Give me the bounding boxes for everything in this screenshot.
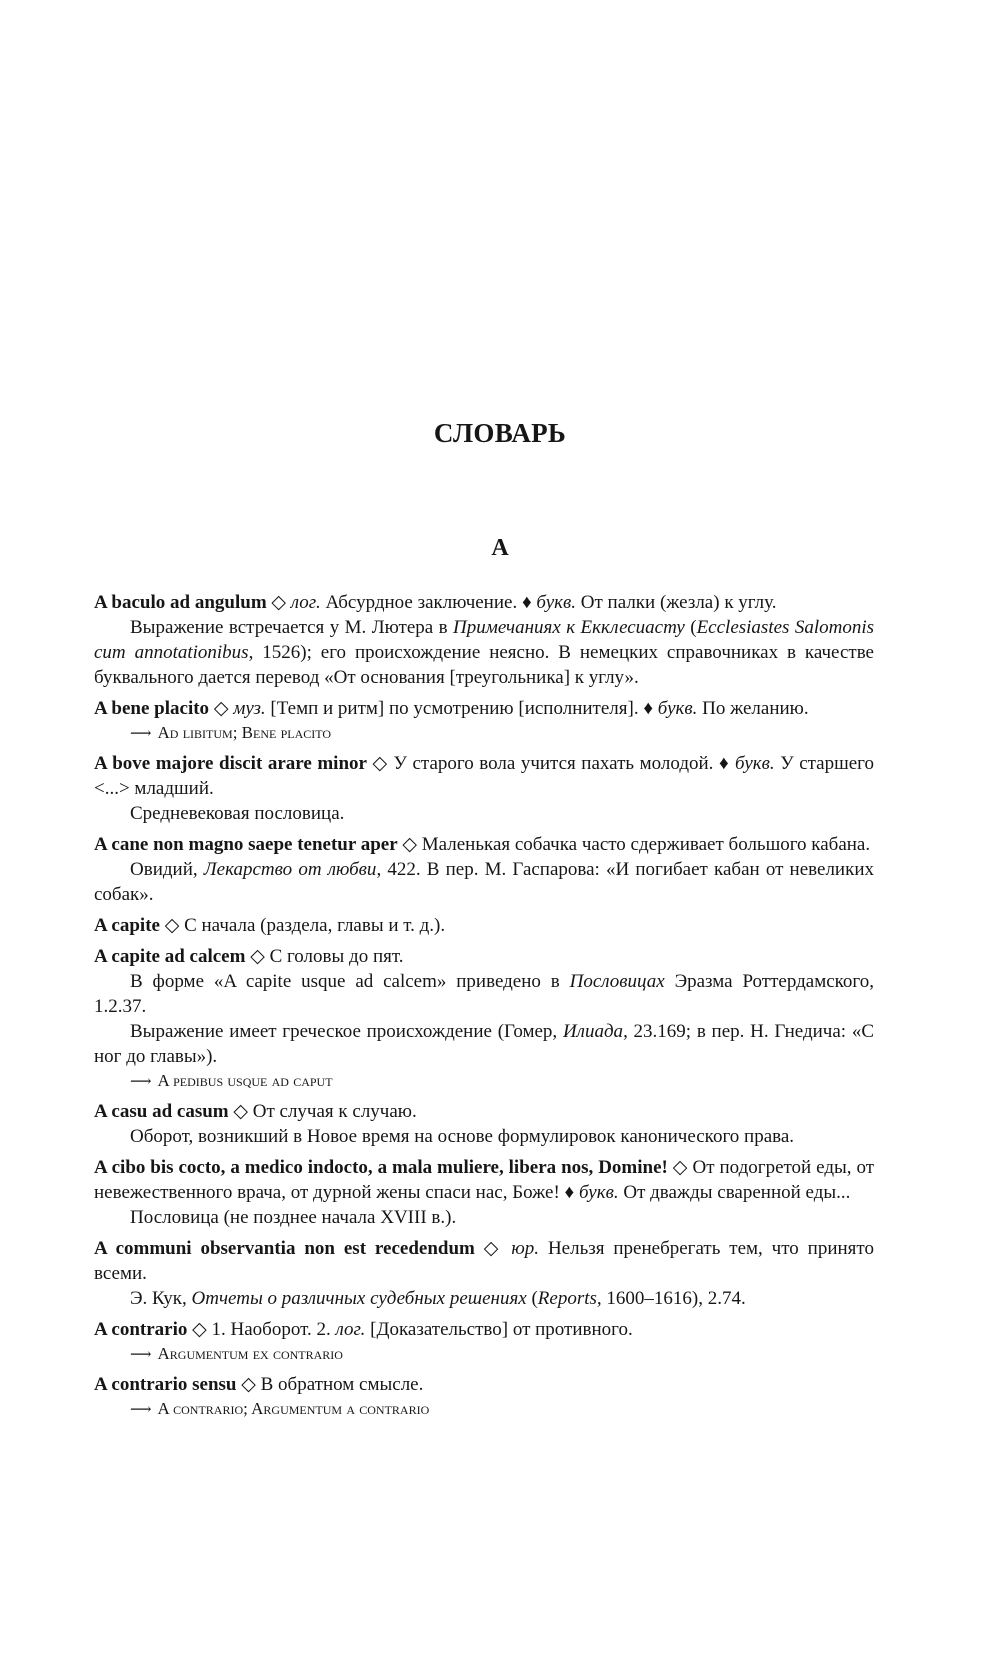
- entry-translation: 1. Наоборот. 2.: [211, 1319, 336, 1340]
- entry-translation: Маленькая собачка часто сдерживает большого кабана.: [421, 834, 871, 855]
- entry-definition: [94, 1155, 874, 1205]
- cross-reference: [130, 1398, 874, 1421]
- page-title: СЛОВАРЬ: [433, 418, 567, 448]
- note-title: Отчеты о различных судебных решениях: [191, 1288, 527, 1309]
- entry-separator: ◇: [209, 698, 234, 719]
- entry-definition: [94, 1236, 874, 1286]
- entry-headword: A bene placito: [94, 698, 210, 719]
- dictionary-entry: [94, 751, 874, 826]
- entry-definition: [94, 1372, 874, 1397]
- entry-headword: A capite: [94, 915, 160, 936]
- note-text: Средневековая пословица.: [130, 803, 345, 824]
- entry-note: [94, 1205, 874, 1230]
- cross-reference-target: A pedibus usque ad caput: [157, 1071, 333, 1090]
- entry-definition: [94, 1099, 874, 1124]
- entry-headword: A bove majore discit arare minor: [94, 753, 367, 774]
- entry-definition: [94, 944, 874, 969]
- entry-label: лог.: [290, 592, 321, 613]
- entry-headword: A casu ad casum: [94, 1101, 229, 1122]
- entry-translation: У старого вола учится пахать молодой. ♦: [393, 753, 736, 774]
- dictionary-entry: [94, 832, 874, 907]
- entry-label: лог.: [335, 1319, 366, 1340]
- cross-reference: [130, 1343, 874, 1366]
- note-text: В форме «A capite usque ad calcem» приведено в: [130, 971, 570, 992]
- note-title: Лекарство от любви: [203, 859, 377, 880]
- entry-separator: ◇: [474, 1238, 512, 1259]
- entry-note: [94, 1124, 874, 1149]
- dictionary-entry: [94, 913, 874, 938]
- entry-headword: A contrario sensu: [94, 1374, 237, 1395]
- entry-definition: [94, 696, 874, 721]
- entry-literal: От дважды сваренной еды...: [618, 1182, 851, 1203]
- dictionary-entry: [94, 1155, 874, 1230]
- note-text: Выражение имеет греческое происхождение (Гомер,: [130, 1021, 563, 1042]
- letter-heading: А: [491, 535, 509, 561]
- entry-translation: Нельзя пренебрегать тем, что принято всеми.: [94, 1238, 874, 1284]
- arrow-right-icon: ⟶: [130, 726, 152, 742]
- entry-translation: [Темп и ритм] по усмотрению [исполнителя]. ♦: [265, 698, 658, 719]
- entry-headword: A capite ad calcem: [94, 946, 246, 967]
- cross-reference: [130, 1070, 874, 1093]
- entry-literal: У старшего <...> младший.: [94, 753, 874, 799]
- entry-separator: ◇: [159, 915, 185, 936]
- entry-headword: A cane non magno saepe tenetur aper: [94, 834, 398, 855]
- entry-note: [94, 1286, 874, 1311]
- entry-separator: ◇: [366, 753, 394, 774]
- note-text: 1600–1616), 2.74.: [601, 1288, 746, 1309]
- entry-separator: ◇: [266, 592, 291, 613]
- entry-headword: A contrario: [94, 1319, 188, 1340]
- cross-reference-target: Argumentum ex contrario: [157, 1344, 343, 1363]
- entry-label: букв.: [578, 1182, 619, 1203]
- entry-note: [94, 801, 874, 826]
- entry-separator: ◇: [228, 1101, 253, 1122]
- dictionary-entry: [94, 1317, 874, 1366]
- entry-translation: С головы до пят.: [269, 946, 404, 967]
- entry-literal: От палки (жезла) к углу.: [576, 592, 777, 613]
- dictionary-entry: [94, 590, 874, 690]
- arrow-right-icon: ⟶: [130, 1402, 152, 1418]
- entry-definition: [94, 751, 874, 801]
- note-text: , 23.169; в пер. Н. Гнедича: «С ног до главы»).: [94, 1021, 874, 1067]
- entry-note: [94, 969, 874, 1019]
- note-text: (: [526, 1288, 538, 1309]
- note-text: Э. Кук,: [130, 1288, 192, 1309]
- dictionary-entry: [94, 1236, 874, 1311]
- entry-headword: A baculo ad angulum: [94, 592, 267, 613]
- entry-translation: От подогретой еды, от невежественного врача, от дурной жены спаси нас, Боже! ♦: [94, 1157, 874, 1203]
- entry-separator: ◇: [187, 1319, 212, 1340]
- note-text: , 1526); его происхождение неясно. В немецких справочниках в качестве буквального дается перевод «От основания [треугольника] к углу».: [94, 642, 874, 688]
- entry-label: юр.: [511, 1238, 540, 1259]
- note-text: (: [684, 617, 697, 638]
- entry-definition: [94, 590, 874, 615]
- entry-definition: [94, 832, 874, 857]
- note-title: Илиада: [562, 1021, 624, 1042]
- note-text: Оборот, возникший в Новое время на основе формулировок канонического права.: [130, 1126, 795, 1147]
- entry-label: муз.: [233, 698, 266, 719]
- note-text: Овидий,: [130, 859, 204, 880]
- arrow-right-icon: ⟶: [130, 1074, 152, 1090]
- entry-separator: ◇: [667, 1157, 693, 1178]
- entry-definition: [94, 913, 874, 938]
- dictionary-entries: [94, 590, 874, 1427]
- note-title: Reports,: [537, 1288, 602, 1309]
- entry-translation: С начала (раздела, главы и т. д.).: [184, 915, 446, 936]
- note-text: Выражение встречается у М. Лютера в: [130, 617, 454, 638]
- note-title: Пословицах: [569, 971, 665, 992]
- dictionary-entry: [94, 1099, 874, 1149]
- dictionary-entry: [94, 944, 874, 1093]
- entry-separator: ◇: [236, 1374, 261, 1395]
- entry-translation: От случая к случаю.: [252, 1101, 417, 1122]
- entry-label: букв.: [735, 753, 775, 774]
- entry-headword: A cibo bis cocto, a medico indocto, a mala muliere, libera nos, Domine!: [94, 1157, 668, 1178]
- entry-translation: В обратном смысле.: [260, 1374, 424, 1395]
- entry-separator: ◇: [397, 834, 422, 855]
- note-title: Ecclesiastes Salomonis cum annotationibus: [94, 617, 875, 663]
- entry-note: [94, 1019, 874, 1069]
- entry-definition: [94, 1317, 874, 1342]
- entry-label: букв.: [536, 592, 577, 613]
- dictionary-entry: [94, 1372, 874, 1421]
- note-text: Эразма Роттердамского, 1.2.37.: [94, 971, 874, 1017]
- entry-note: [94, 857, 874, 907]
- entry-label: букв.: [657, 698, 698, 719]
- note-text: , 422. В пер. М. Гаспарова: «И погибает кабан от невеликих собак».: [94, 859, 874, 905]
- entry-translation: Абсурдное заключение. ♦: [320, 592, 537, 613]
- entry-note: [94, 615, 874, 690]
- note-title: Примечаниях к Екклесиасту: [453, 617, 685, 638]
- entry-headword: A communi observantia non est recedendum: [94, 1238, 475, 1259]
- cross-reference-target: Ad libitum; Bene placito: [157, 723, 332, 742]
- entry-separator: ◇: [245, 946, 270, 967]
- note-text: Пословица (не позднее начала XVIII в.).: [130, 1207, 457, 1228]
- cross-reference-target: A contrario; Argumentum a contrario: [157, 1399, 430, 1418]
- dictionary-entry: [94, 696, 874, 745]
- cross-reference: [130, 722, 874, 745]
- arrow-right-icon: ⟶: [130, 1347, 152, 1363]
- entry-literal: [Доказательство] от противного.: [365, 1319, 633, 1340]
- entry-literal: По желанию.: [697, 698, 809, 719]
